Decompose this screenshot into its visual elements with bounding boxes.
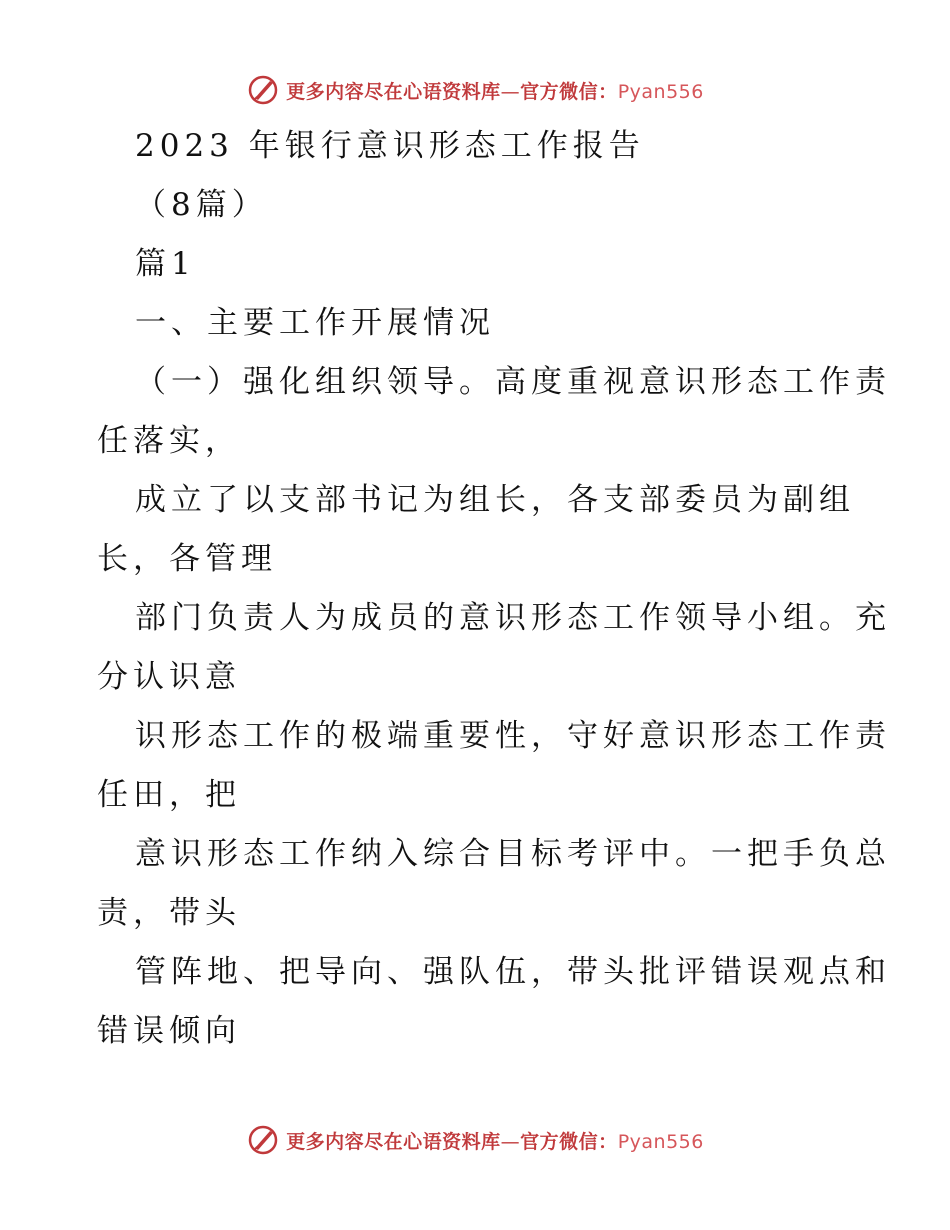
paragraph-line: 识形态工作的极端重要性，守好意识形态工作责 <box>135 718 891 754</box>
paragraph-line: 分认识意 <box>97 659 241 695</box>
watermark-separator: — <box>500 1130 521 1153</box>
paragraph-line: 意识形态工作纳入综合目标考评中。一把手负总 <box>135 836 891 872</box>
section-heading: 一、主要工作开展情况 <box>135 305 495 341</box>
watermark-wechat-id: Pyan556 <box>617 80 704 103</box>
paragraph-line: 长，各管理 <box>97 541 277 577</box>
watermark-contact: 官方微信： <box>520 1130 618 1153</box>
section-label: 篇1 <box>135 246 196 282</box>
watermark-contact: 官方微信： <box>520 80 618 103</box>
feather-seal-icon <box>246 1123 280 1157</box>
watermark-footer <box>0 1118 950 1162</box>
watermark-text <box>286 1127 704 1154</box>
paragraph-line: 成立了以支部书记为组长，各支部委员为副组 <box>135 482 855 518</box>
paragraph-line: 责，带头 <box>97 895 241 931</box>
paragraph-line: 任田，把 <box>97 777 241 813</box>
watermark-wechat-id: Pyan556 <box>617 1130 704 1153</box>
paragraph-line: 错误倾向 <box>97 1013 241 1049</box>
document-subtitle: （8篇） <box>135 187 268 223</box>
feather-seal-icon <box>246 73 280 107</box>
paragraph-line: 管阵地、把导向、强队伍，带头批评错误观点和 <box>135 954 891 990</box>
watermark-separator: — <box>500 80 521 103</box>
document-title: 2023 年银行意识形态工作报告 <box>135 128 645 164</box>
paragraph-line: （一）强化组织领导。高度重视意识形态工作责 <box>135 364 891 400</box>
paragraph-line: 任落实， <box>97 423 241 459</box>
watermark-text <box>286 77 704 104</box>
watermark-header <box>0 68 950 112</box>
watermark-brand: 更多内容尽在心语资料库 <box>286 80 501 103</box>
paragraph-line: 部门负责人为成员的意识形态工作领导小组。充 <box>135 600 891 636</box>
watermark-brand: 更多内容尽在心语资料库 <box>286 1130 501 1153</box>
